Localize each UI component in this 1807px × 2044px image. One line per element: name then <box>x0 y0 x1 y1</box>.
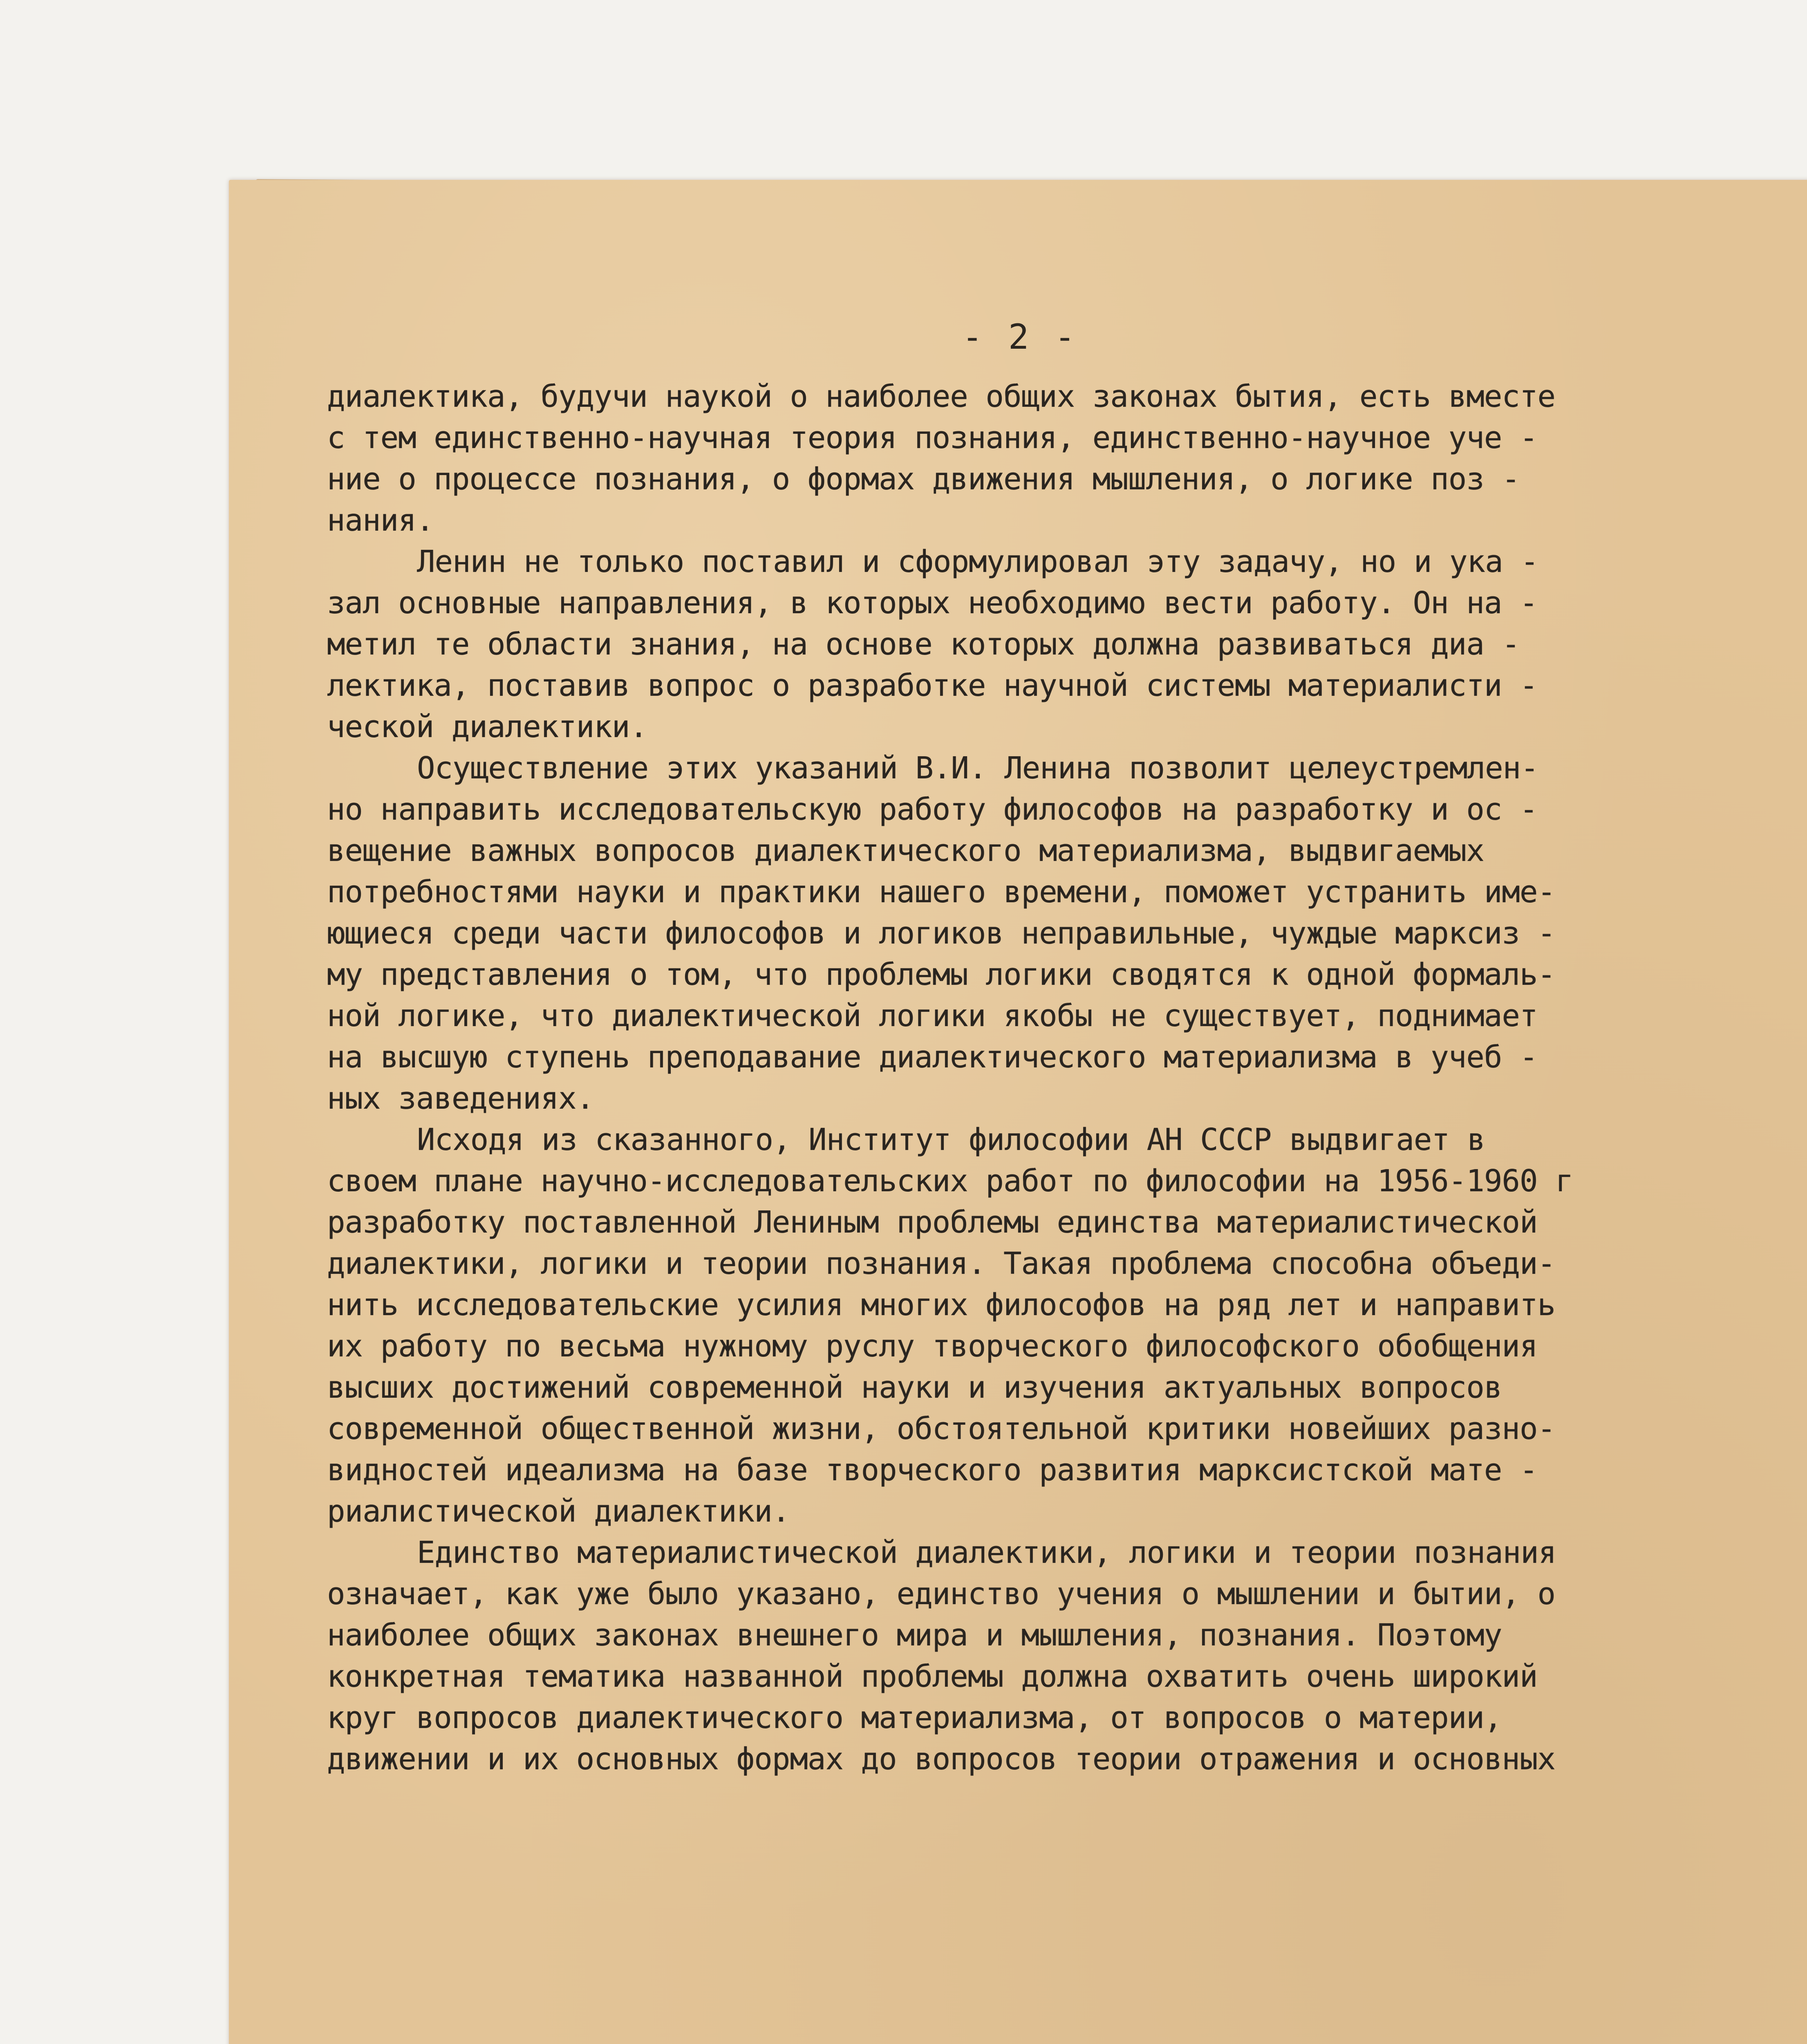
typewritten-page <box>229 180 1807 2044</box>
page-number: - 2 - <box>962 317 1078 357</box>
text-line: Исходя из сказанного, Институт философии АН СССР выдвигает в <box>417 1122 1485 1157</box>
text-line: на высшую ступень преподавание диалектического материализма в учеб - <box>327 1040 1538 1075</box>
text-line: потребностями науки и практики нашего времени, поможет устранить име- <box>327 874 1556 910</box>
text-line: разработку поставленной Лениным проблемы единства материалистической <box>327 1205 1538 1240</box>
text-line: конкретная тематика названной проблемы должна охватить очень широкий <box>327 1659 1538 1694</box>
text-line: наиболее общих законах внешнего мира и мышления, познания. Поэтому <box>327 1618 1502 1653</box>
text-line: но направить исследовательскую работу философов на разработку и ос - <box>327 792 1538 827</box>
text-line: означает, как уже было указано, единство учения о мышлении и бытии, о <box>327 1576 1556 1611</box>
body-text <box>327 376 1717 1780</box>
text-line: диалектика, будучи наукой о наиболее общих законах бытия, есть вместе <box>327 379 1556 414</box>
text-line: вещение важных вопросов диалектического материализма, выдвигаемых <box>327 833 1484 868</box>
text-line: своем плане научно-исследовательских работ по философии на 1956-1960 г <box>327 1163 1573 1199</box>
text-line: диалектики, логики и теории познания. Такая проблема способна объеди- <box>327 1246 1556 1281</box>
text-line: ческой диалектики. <box>327 709 647 744</box>
text-line: движении и их основных формах до вопросов теории отражения и основных <box>327 1741 1556 1777</box>
text-line: видностей идеализма на базе творческого развития марксистской мате - <box>327 1452 1538 1488</box>
text-line: с тем единственно-научная теория познания, единственно-научное уче - <box>327 420 1538 455</box>
text-line: му представления о том, что проблемы логики сводятся к одной формаль- <box>327 957 1556 992</box>
text-line: зал основные направления, в которых необходимо вести работу. Он на - <box>327 585 1538 621</box>
text-line: их работу по весьма нужному руслу творческого философского обобщения <box>327 1329 1538 1364</box>
text-line: метил те области знания, на основе которых должна развиваться диа - <box>327 627 1520 662</box>
text-line: нить исследовательские усилия многих философов на ряд лет и направить <box>327 1287 1556 1322</box>
text-line: современной общественной жизни, обстоятельной критики новейших разно- <box>327 1411 1556 1446</box>
text-line: лектика, поставив вопрос о разработке научной системы материалисти - <box>327 668 1538 703</box>
text-line: Единство материалистической диалектики, логики и теории познания <box>417 1535 1556 1570</box>
text-line: ных заведениях. <box>327 1081 594 1116</box>
text-line: высших достижений современной науки и изучения актуальных вопросов <box>327 1370 1502 1405</box>
text-line: Осуществление этих указаний В.И. Ленина позволит целеустремлен- <box>417 751 1538 786</box>
text-line: Ленин не только поставил и сформулировал эту задачу, но и ука - <box>417 544 1538 579</box>
text-line: ние о процессе познания, о формах движения мышления, о логике поз - <box>327 462 1520 497</box>
text-line: круг вопросов диалектического материализма, от вопросов о материи, <box>327 1700 1502 1735</box>
text-line: нания. <box>327 503 434 538</box>
text-line: ной логике, что диалектической логики якобы не существует, поднимает <box>327 998 1538 1033</box>
text-line: риалистической диалектики. <box>327 1494 790 1529</box>
text-line: ющиеся среди части философов и логиков неправильные, чуждые марксиз - <box>327 916 1556 951</box>
